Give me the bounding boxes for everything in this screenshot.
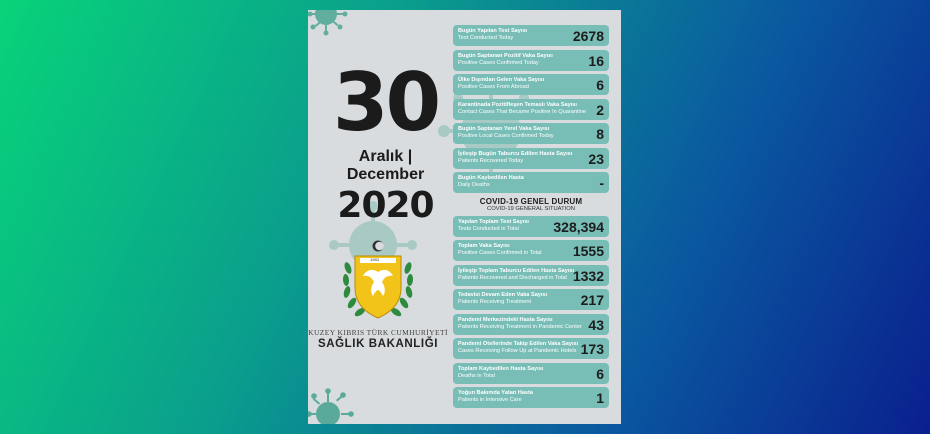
stat-label-en: Contact Cases That Became Positive In Quarantine [458,108,586,115]
stat-card [453,314,609,335]
stat-label-en: Daily Deaths [458,182,490,188]
stat-value: 1 [596,390,604,406]
stat-card [453,387,609,408]
stat-label-tr: İyileşip Bugün Taburcu Edilen Hasta Sayısı [458,150,573,157]
general-title-tr: COVID-19 GENEL DURUM [479,196,583,206]
total-stats-list [453,216,609,409]
stat-label-en: Positive Cases From Abroad [458,84,529,90]
stat-value: 6 [596,77,604,93]
stat-label-tr: Pandemi Otellerinde Takip Edilen Vaka Sayısı [458,341,579,347]
stat-value: 217 [580,292,604,308]
stat-label-en: Positive Local Cases Confirmed Today [458,133,554,139]
coat-of-arms-emblem [338,238,418,324]
stat-label-tr: Karantinada Pozitifleşen Temaslı Vaka Sayısı [458,101,577,108]
stat-card [453,289,609,310]
stat-label-en: Patients Recovered Today [458,157,524,164]
stat-value: 2 [596,101,604,118]
stat-label-tr: Ülke Dışından Gelen Vaka Sayısı [458,77,545,83]
stat-value: - [599,175,604,191]
stat-label-tr: Bugün Saptanan Pozitif Vaka Sayısı [458,52,553,59]
stat-card [453,172,609,193]
stat-label-tr: İyileşip Toplam Taburcu Edilen Hasta Sayısı [458,267,575,274]
ministry-name: SAĞLIK BAKANLIĞI [317,338,439,350]
stat-value: 1332 [572,267,604,284]
stat-label-en: Tests Conducted in Total [458,225,519,232]
ministry-logo-text [308,328,448,350]
statistics-poster [308,10,621,424]
general-title-en: COVID-19 GENERAL SITUATION [487,205,575,212]
stat-value: 2678 [572,28,604,44]
stat-label-tr: Toplam Vaka Sayısı [458,243,510,249]
stat-card [453,99,609,120]
stat-card [453,74,609,95]
stat-value: 23 [588,150,604,167]
stat-value: 173 [580,341,604,357]
general-situation-header [453,197,609,212]
stat-label-en: Patients Receiving Treatment in Pandemic Center [458,323,582,330]
stat-label-tr: Bugün Kaybedilen Hasta [458,175,524,181]
stat-label-tr: Yoğun Bakımda Yatan Hasta [458,390,534,396]
stat-value: 1555 [572,243,604,259]
stat-card [453,265,609,286]
stat-card [453,123,609,144]
stat-card [453,148,609,169]
stat-label-en: Deaths in Total [458,372,495,379]
stat-label-en: Patients in Intensive Care [458,397,522,403]
date-block [308,56,453,228]
day-number: 30 [332,56,439,149]
stat-card [453,25,609,46]
stat-value: 6 [596,365,604,382]
stat-label-en: Patients Receiving Treatment [458,299,532,305]
stat-label-tr: Pandemi Merkezindeki Hasta Sayısı [458,316,553,323]
stat-card [453,363,609,384]
stats-column [453,25,609,412]
ministry-country: KUZEY KIBRIS TÜRK CUMHURİYETİ [308,328,448,337]
emblem-year: 1983 [370,257,379,262]
month-label: Aralık | December [346,148,425,183]
stat-label-en: Positive Cases Confirmed Today [458,59,539,66]
stat-label-en: Cases Receiving Follow Up at Pandemic Hotels [458,348,577,354]
stat-label-tr: Toplam Kaybedilen Hasta Sayısı [458,365,544,372]
stat-value: 328,394 [553,218,604,235]
stat-label-en: Patients Recovered and Discharged in Total [458,274,567,281]
year-number: 2020 [337,185,434,226]
virus-icon [308,10,352,40]
stat-card [453,216,609,237]
stat-card [453,240,609,261]
stat-value: 8 [596,126,604,142]
stat-label-tr: Bugün Yapılan Test Sayısı [458,28,528,34]
stat-value: 43 [588,316,604,333]
stat-label-tr: Yapılan Toplam Test Sayısı [458,218,529,225]
stat-card [453,338,609,359]
stat-label-tr: Tedavisi Devam Eden Vaka Sayısı [458,292,548,298]
stat-label-en: Test Conducted Today [458,35,514,41]
stat-value: 16 [588,52,604,69]
stat-card [453,50,609,71]
stat-label-en: Positive Cases Confirmed in Total [458,250,542,256]
virus-icon [308,386,358,424]
today-stats-list [453,25,609,193]
stat-label-tr: Bugün Saptanan Yerel Vaka Sayısı [458,126,550,132]
